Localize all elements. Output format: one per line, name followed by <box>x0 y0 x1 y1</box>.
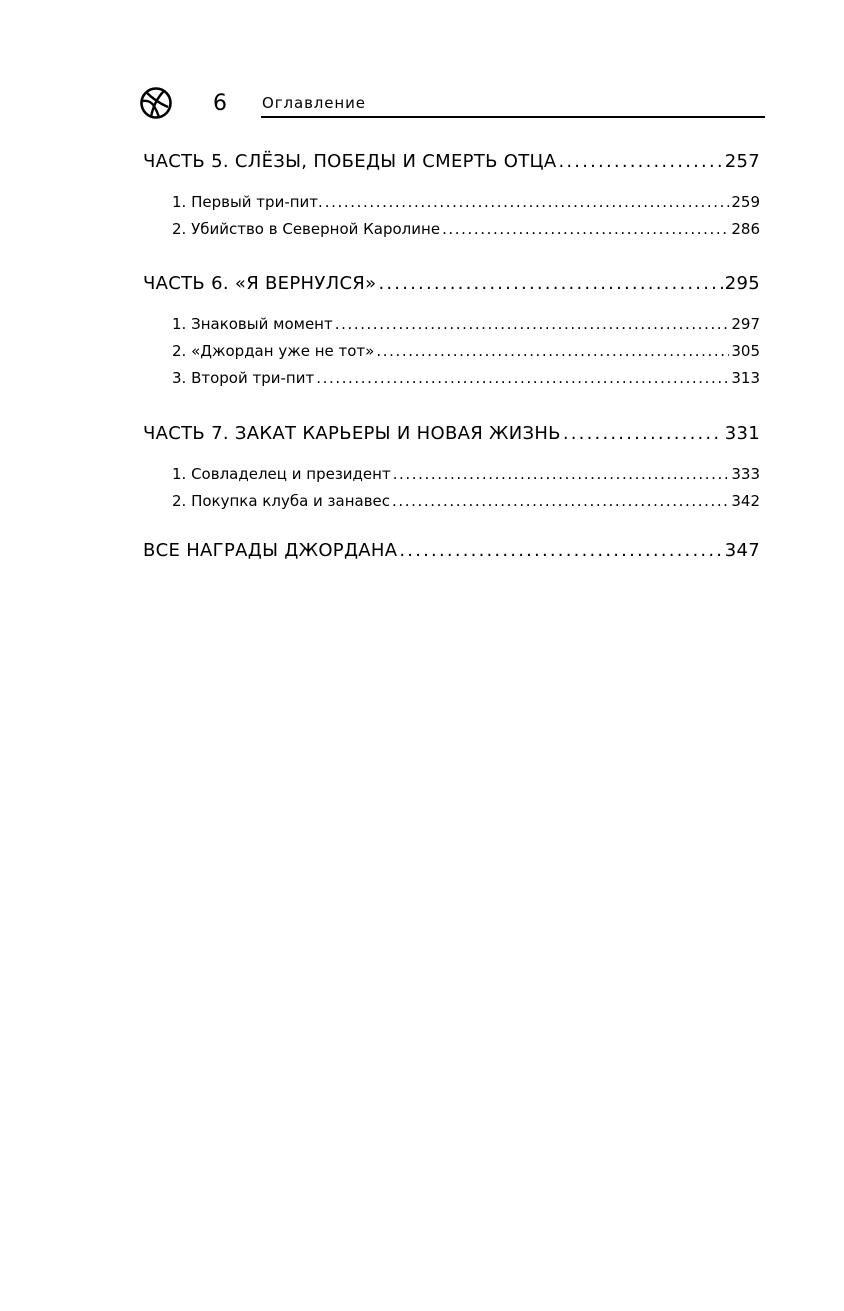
dot-leader <box>442 219 729 239</box>
header-rule <box>261 116 765 118</box>
toc-entry-page: 333 <box>731 465 760 483</box>
toc-entry-page: 305 <box>731 342 760 360</box>
toc-entry-page: 313 <box>731 369 760 387</box>
toc-chapter[interactable] <box>143 219 760 239</box>
toc-entry-page: 286 <box>731 220 760 238</box>
running-header <box>139 86 765 120</box>
toc-entry-title: ЧАСТЬ 6. «Я ВЕРНУЛСЯ» <box>143 273 377 294</box>
toc-entry-title: 1. Совладелец и президент <box>172 465 391 483</box>
toc-part-6[interactable] <box>143 272 760 296</box>
dot-leader <box>376 341 729 361</box>
toc-entry-page: 347 <box>724 540 760 561</box>
toc-entry-title: 1. Знаковый момент <box>172 315 333 333</box>
toc-chapter[interactable] <box>143 491 760 511</box>
toc-entry-title: 1. Первый три-пит. <box>172 193 323 211</box>
page-number: 6 <box>213 91 227 116</box>
toc-entry-title: 3. Второй три-пит <box>172 369 315 387</box>
toc-part-5[interactable] <box>143 150 760 174</box>
dot-leader <box>335 314 730 334</box>
toc-chapter[interactable] <box>143 368 760 388</box>
toc-chapter[interactable] <box>143 314 760 334</box>
section-title: Оглавление <box>262 94 366 112</box>
toc-entry-title: 2. «Джордан уже не тот» <box>172 342 375 360</box>
dot-leader <box>393 464 730 484</box>
toc-entry-title: 2. Покупка клуба и занавес <box>172 492 391 510</box>
dot-leader <box>392 491 729 511</box>
toc-awards[interactable] <box>143 539 760 563</box>
dot-leader <box>325 192 730 212</box>
toc-part-7[interactable] <box>143 422 760 446</box>
dot-leader <box>316 368 729 388</box>
toc-entry-title: ЧАСТЬ 7. ЗАКАТ КАРЬЕРЫ И НОВАЯ ЖИЗНЬ <box>143 423 561 444</box>
basketball-icon <box>139 86 173 120</box>
toc-entry-page: 297 <box>731 315 760 333</box>
toc-entry-title: 2. Убийство в Северной Каролине <box>172 220 441 238</box>
toc-entry-page: 331 <box>724 423 760 444</box>
toc-chapter[interactable] <box>143 192 760 212</box>
toc-entry-title: ЧАСТЬ 5. СЛЁЗЫ, ПОБЕДЫ И СМЕРТЬ ОТЦА <box>143 151 557 172</box>
toc-entry-page: 257 <box>724 151 760 172</box>
dot-leader <box>399 539 722 563</box>
dot-leader <box>558 150 722 174</box>
dot-leader <box>563 422 723 446</box>
toc-entry-page: 259 <box>731 193 760 211</box>
dot-leader <box>378 272 722 296</box>
toc-entry-page: 295 <box>724 273 760 294</box>
toc-chapter[interactable] <box>143 341 760 361</box>
toc-chapter[interactable] <box>143 464 760 484</box>
toc-entry-page: 342 <box>731 492 760 510</box>
toc-entry-title: ВСЕ НАГРАДЫ ДЖОРДАНА <box>143 540 398 561</box>
